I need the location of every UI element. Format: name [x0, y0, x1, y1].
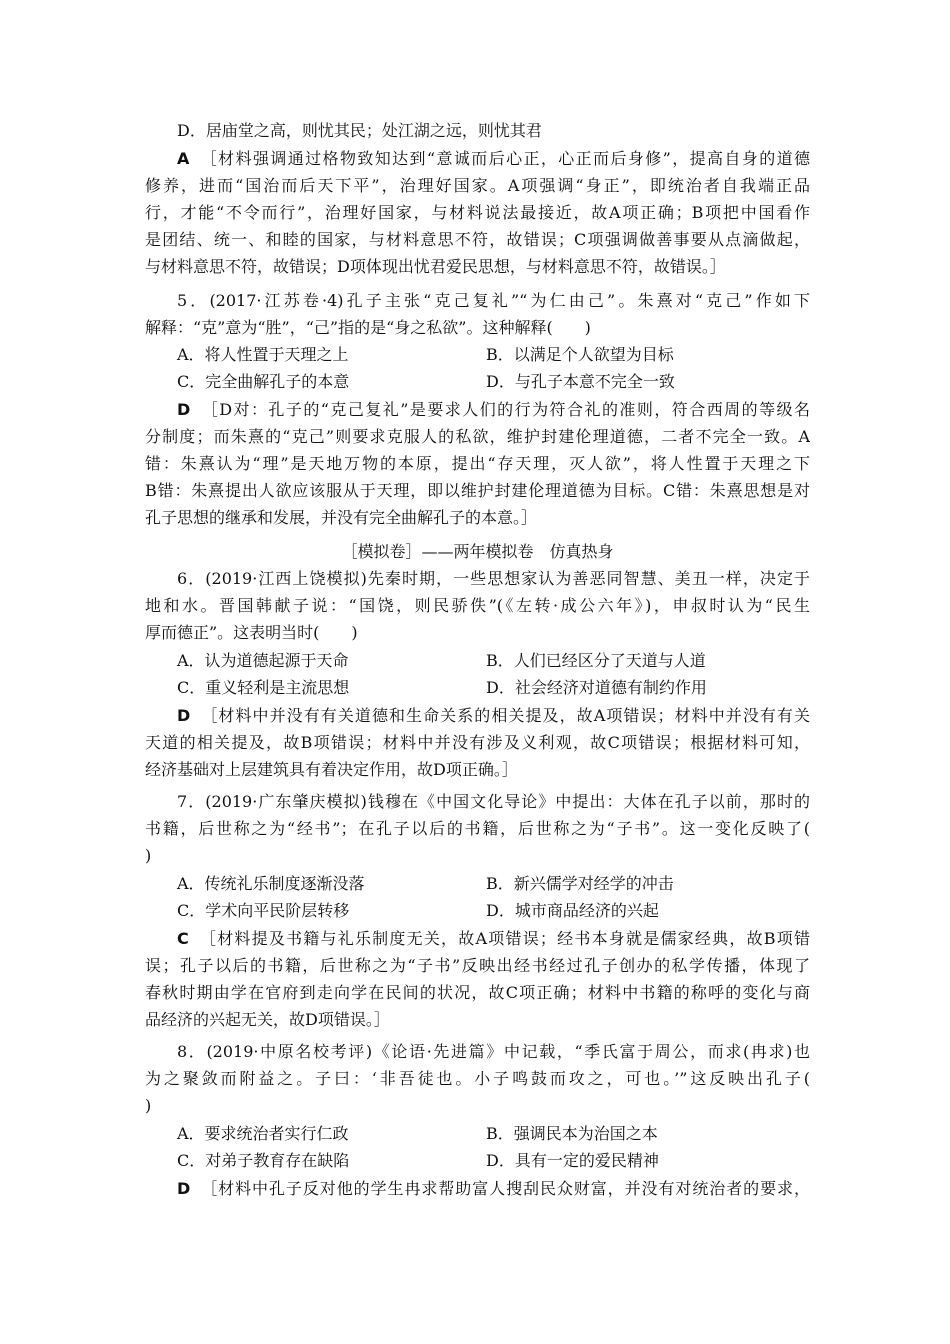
q7-option-d: D．城市商品经济的兴起	[486, 901, 659, 920]
q8-stem-line: 为之聚敛而附益之。子曰：‘非吾徒也。小子鸣鼓而攻之，可也。’”这反映出孔子(	[145, 1069, 810, 1088]
q6-option-b: B．人们已经区分了天道与人道	[486, 651, 706, 670]
q8-answer-letter: D	[177, 1179, 191, 1198]
q6-option-a: A．认为道德起源于天命	[177, 651, 349, 670]
q7-answer-line: 春秋时期由学在官府到走向学在民间的状况，故C项正确；材料中书籍的称呼的变化与商	[145, 983, 810, 1002]
q6-option-d: D．社会经济对道德有制约作用	[486, 678, 707, 697]
q4-answer-letter: A	[177, 149, 190, 168]
q7-answer-letter: C	[177, 929, 189, 948]
q6-stem-line: 地和水。晋国韩献子说：“国饶，则民骄佚”(《左转·成公六年》)，申叔时认为“民生	[145, 596, 810, 615]
q8-option-d: D．具有一定的爱民精神	[486, 1151, 659, 1170]
q5-stem-line: 5．(2017·江苏卷·4)孔子主张“克己复礼”“为仁由己”。朱熹对“克己”作如下	[177, 291, 810, 310]
q5-option-b: B．以满足个人欲望为目标	[486, 345, 674, 364]
q6-stem-line: 6．(2019·江西上饶模拟)先秦时期，一些思想家认为善恶同智慧、美丑一样，决定于	[177, 569, 810, 588]
q6-stem-line: 厚而德正”。这表明当时( )	[145, 623, 358, 642]
q8-stem-line: 8．(2019·中原名校考评)《论语·先进篇》中记载，“季氏富于周公，而求(冉求)也	[177, 1042, 810, 1061]
q5-option-d: D．与孔子本意不完全一致	[486, 372, 675, 391]
q4-answer-line: 行，才能“不令而行”，治理好国家，与材料说法最接近，故A项正确；B项把中国看作	[145, 203, 810, 222]
q6-answer-line: D ［材料中并没有有关道德和生命关系的相关提及，故A项错误；材料中并没有有关	[177, 706, 810, 725]
q8-option-a: A．要求统治者实行仁政	[177, 1124, 349, 1143]
q4-answer-line: 是团结、统一、和睦的国家，与材料意思不符，故错误；C项强调做善事要从点滴做起，	[145, 230, 810, 249]
q6-answer-line: 天道的相关提及，故B项错误；材料中并没有涉及义利观，故C项错误；根据材料可知，	[145, 733, 810, 752]
q6-answer-letter: D	[177, 706, 191, 725]
q4-option-d: D．居庙堂之高，则忧其民；处江湖之远，则忧其君	[177, 121, 542, 140]
q7-stem-line: )	[145, 846, 152, 865]
q5-answer-letter: D	[177, 400, 191, 419]
q5-option-a: A．将人性置于天理之上	[177, 345, 349, 364]
q5-answer-line: 孔子思想的继承和发展，并没有完全曲解孔子的本意。］	[145, 508, 538, 527]
q7-stem-line: 7．(2019·广东肇庆模拟)钱穆在《中国文化导论》中提出：大体在孔子以前，那时的	[177, 792, 810, 811]
q7-option-b: B．新兴儒学对经学的冲击	[486, 874, 674, 893]
q5-answer-line: B错：朱熹提出人欲应该服从于天理，即以维护封建伦理道德为目标。C错：朱熹思想是对	[145, 481, 810, 500]
q7-answer-line: C ［材料提及书籍与礼乐制度无关，故A项错误；经书本身就是儒家经典，故B项错	[177, 929, 810, 948]
q7-answer-line: 品经济的兴起无关，故D项错误。］	[145, 1010, 390, 1029]
q7-option-c: C．学术向平民阶层转移	[177, 901, 350, 920]
q4-answer-line: 修养，进而“国治而后天下平”，治理好国家。A项强调“身正”，即统治者自我端正品	[145, 176, 810, 195]
q7-stem-line: 书籍，后世称之为“经书”；在孔子以后的书籍，后世称之为“子书”。这一变化反映了(	[145, 819, 810, 838]
q4-answer-line: 与材料意思不符，故错误；D项体现出忧君爱民思想，与材料意思不符，故错误。］	[145, 257, 726, 276]
q4-answer-line: A ［材料强调通过格物致知达到“意诚而后心正，心正而后身修”，提高自身的道德	[177, 149, 810, 168]
q5-option-c: C．完全曲解孔子的本意	[177, 372, 350, 391]
q8-option-b: B．强调民本为治国之本	[486, 1124, 658, 1143]
q6-option-c: C．重义轻利是主流思想	[177, 678, 350, 697]
q8-answer-line: D ［材料中孔子反对他的学生冉求帮助富人搜刮民众财富，并没有对统治者的要求，	[177, 1179, 810, 1198]
q7-answer-line: 误；孔子以后的书籍，后世称之为“子书”反映出经书经过孔子创办的私学传播，体现了	[145, 956, 810, 975]
q7-option-a: A．传统礼乐制度逐渐没落	[177, 874, 365, 893]
q6-answer-line: 经济基础对上层建筑具有着决定作用，故D项正确。］	[145, 760, 518, 779]
q5-answer-line: 分制度；而朱熹的“克己”则要求克服人的私欲，维护封建伦理道德，二者不完全一致。A	[145, 427, 810, 446]
q5-stem-line: 解释：“克”意为“胜”，“己”指的是“身之私欲”。这种解释( )	[145, 318, 591, 337]
q8-option-c: C．对弟子教育存在缺陷	[177, 1151, 350, 1170]
q8-stem-line: )	[145, 1096, 152, 1115]
q5-answer-line: 错：朱熹认为“理”是天地万物的本原，提出“存天理，灭人欲”，将人性置于天理之下	[145, 454, 810, 473]
q5-answer-line: D ［D对：孔子的“克己复礼”是要求人们的行为符合礼的准则，符合西周的等级名	[177, 400, 810, 419]
section-heading: ［模拟卷］——两年模拟卷 仿真热身	[341, 542, 614, 561]
